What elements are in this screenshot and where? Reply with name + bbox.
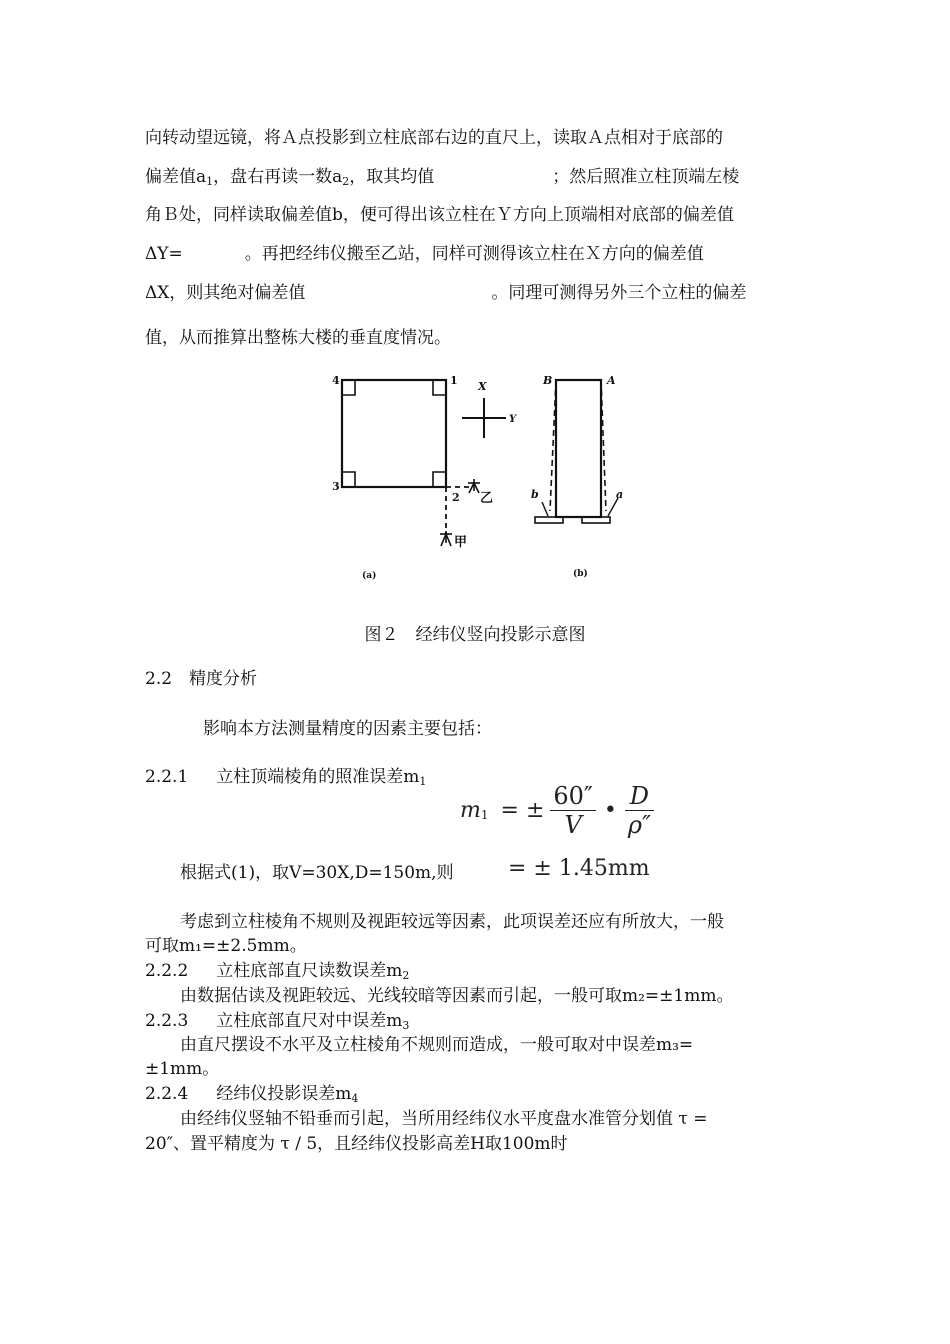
para1-line4	[145, 243, 704, 265]
label-1: 1	[450, 374, 458, 387]
subscript: 2	[342, 175, 350, 188]
subsection-number: 2.2.4	[145, 1084, 189, 1104]
para1-line5	[145, 282, 746, 304]
theodolite-yi-symbol	[468, 479, 480, 493]
numerator: D	[625, 782, 654, 811]
label-3: 3	[332, 480, 340, 493]
formula-m1	[460, 782, 654, 842]
subscript: 3	[402, 1019, 410, 1032]
fraction-60-over-v	[550, 782, 596, 839]
calc-result: = ± 1.45mm	[508, 856, 650, 881]
formula-plusminus: = ±	[500, 798, 545, 823]
subsection-2-2-4-heading	[145, 1083, 358, 1110]
subsection-2-2-3-heading	[145, 1010, 409, 1037]
subsection-number: 2.2.3	[145, 1011, 189, 1031]
p224-line2: 20″、置平精度为 τ / 5，且经纬仪投影高差H取100m时	[145, 1134, 568, 1154]
subsection-title: 立柱顶端棱角的照准误差m	[216, 767, 420, 787]
pointer-b	[542, 502, 548, 516]
formula-dot: •	[603, 798, 617, 823]
label-4: 4	[332, 374, 340, 387]
label-2: 2	[452, 491, 460, 504]
corner-2-marker	[433, 472, 446, 487]
text-segment: 偏差值a	[145, 167, 207, 187]
label-jia: 甲	[454, 535, 468, 550]
diagram-b	[535, 380, 618, 523]
fraction-d-over-rho	[625, 782, 654, 839]
building-plan-outline	[342, 380, 446, 487]
subscript: 1	[419, 775, 427, 788]
para1-line2	[145, 166, 739, 193]
section-intro: 影响本方法测量精度的因素主要包括：	[203, 719, 492, 739]
formula-lhs: m	[460, 798, 481, 823]
denominator: ρ″	[627, 811, 651, 839]
subscript: 2	[402, 969, 410, 982]
corner-3-marker	[342, 472, 355, 487]
label-yi: 乙	[480, 491, 494, 506]
text-segment: ΔY=	[145, 244, 183, 264]
p224-line1: 由经纬仪竖轴不铅垂而引起，当所用经纬仪水平度盘水准管分划值 τ =	[180, 1109, 708, 1129]
label-B: B	[543, 374, 553, 387]
text-segment: ，取其均值	[349, 167, 435, 187]
corner-1-marker	[433, 380, 446, 395]
formula-lhs-sub: 1	[480, 808, 489, 822]
figure-caption: 图２ 经纬仪竖向投影示意图	[364, 625, 586, 645]
subscript: 1	[206, 175, 214, 188]
denominator: V	[564, 811, 582, 839]
subsection-title: 立柱底部直尺对中误差m	[216, 1011, 403, 1031]
para1-line6: 值，从而推算出整栋大楼的垂直度情况。	[145, 328, 451, 348]
label-y: Y	[509, 414, 517, 425]
subsection-2-2-2-heading	[145, 960, 409, 987]
theodolite-jia-symbol	[440, 531, 452, 546]
p223-line2: ±1mm。	[145, 1059, 220, 1079]
subsection-title: 经纬仪投影误差m	[216, 1084, 352, 1104]
label-a: a	[616, 488, 624, 501]
subsection-number: 2.2.2	[145, 961, 189, 981]
figure-2-diagram	[320, 366, 650, 586]
p222: 由数据估读及视距较远、光线较暗等因素而引起，一般可取m₂=±1mm。	[180, 986, 734, 1006]
calc-text: 根据式(1)，取V=30X,D=150m,则	[180, 863, 454, 883]
section-heading: 2.2 精度分析	[145, 669, 258, 689]
caption-a: (a)	[362, 571, 377, 581]
corner-4-marker	[342, 380, 355, 395]
para1-line1: 向转动望远镜，将Ａ点投影到立柱底部右边的直尺上，读取Ａ点相对于底部的	[145, 128, 723, 148]
text-segment: ，盘右再读一数a	[213, 167, 343, 187]
subsection-number: 2.2.1	[145, 767, 189, 787]
text-segment: ΔX，则其绝对偏差值	[145, 283, 306, 303]
diagram-a	[342, 380, 506, 546]
caption-b: (b)	[573, 569, 588, 579]
numerator: 60″	[550, 782, 596, 811]
p223-line1: 由直尺摆设不水平及立柱棱角不规则而造成，一般可取对中误差m₃=	[180, 1035, 694, 1055]
p221-line2: 可取m₁=±2.5mm。	[145, 936, 307, 956]
label-x: X	[478, 380, 487, 393]
p221-line1: 考虑到立柱棱角不规则及视距较远等因素，此项误差还应有所放大，一般	[180, 912, 724, 932]
subsection-2-2-1-heading	[145, 766, 426, 793]
text-segment: 。同理可测得另外三个立柱的偏差	[491, 283, 747, 303]
text-segment: ；然后照准立柱顶端左棱	[552, 167, 740, 187]
subscript: 4	[351, 1092, 359, 1105]
label-b: b	[531, 488, 539, 501]
para1-line3: 角Ｂ处，同样读取偏差值b，便可得出该立柱在Ｙ方向上顶端相对底部的偏差值	[145, 205, 734, 225]
subsection-title: 立柱底部直尺读数误差m	[216, 961, 403, 981]
label-A: A	[607, 374, 616, 387]
text-segment: 。再把经纬仪搬至乙站，同样可测得该立柱在Ｘ方向的偏差值	[244, 244, 704, 264]
column-elevation-outline	[556, 380, 601, 517]
